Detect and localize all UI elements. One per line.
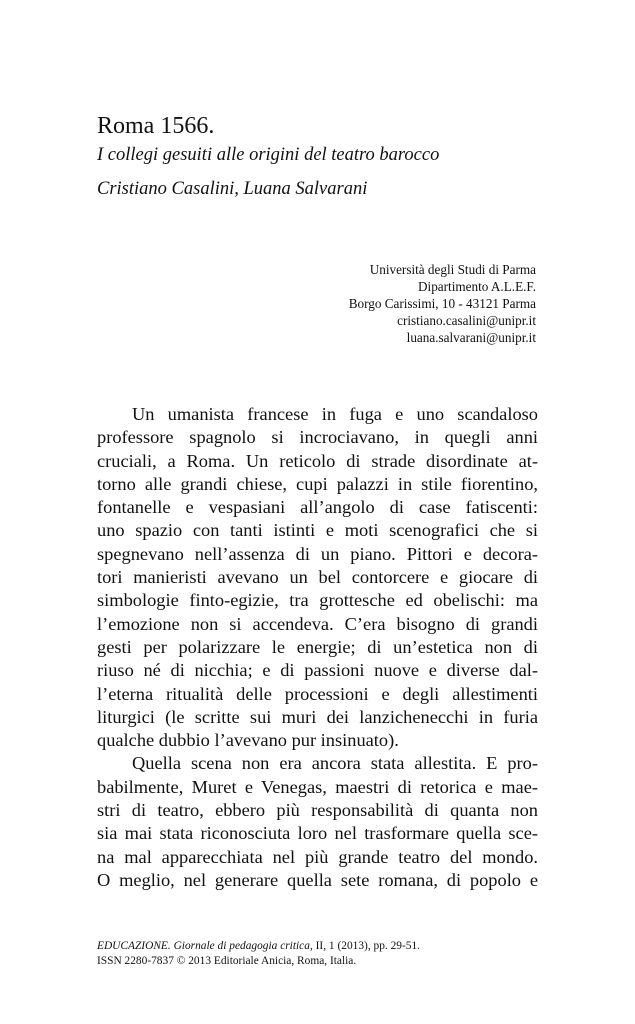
affiliation-email-1: cristiano.casalini@unipr.it xyxy=(397,313,536,328)
article-authors: Cristiano Casalini, Luana Salvarani xyxy=(97,179,368,199)
body-line: torno alle grandi chiese, cupi palazzi in stile fiorentino, xyxy=(97,473,538,494)
body-line: na mal apparecchiata nel più grande teatro del mondo. xyxy=(97,846,538,867)
body-line: sia mai stata riconosciuta loro nel trasformare quella sce- xyxy=(97,823,538,844)
article-title: Roma 1566. xyxy=(97,113,215,139)
body-line: professore spagnolo si incrociavano, in quegli anni xyxy=(97,427,538,448)
body-line: uno spazio con tanti istinti e moti scenografici che si xyxy=(97,520,538,541)
body-line: Quella scena non era ancora stata allestita. E pro- xyxy=(132,753,538,774)
body-line: simbologie finto-egizie, tra grottesche ed obelischi: ma xyxy=(97,590,538,611)
body-line: O meglio, nel generare quella sete romana, di popolo e xyxy=(97,869,538,890)
footer-issn: ISSN 2280-7837 © 2013 Editoriale Anicia, Roma, Italia. xyxy=(97,955,357,967)
footer-citation-details: , II, 1 (2013), pp. 29-51. xyxy=(309,940,421,952)
body-line: qualche dubbio l’avevano pur insinuato). xyxy=(97,730,399,751)
body-text xyxy=(97,403,538,892)
footer-journal: EDUCAZIONE. Giornale di pedagogia critica xyxy=(97,940,310,952)
body-line: riuso né di nicchia; e di passioni nuove e diverse dal- xyxy=(97,660,538,681)
body-line: spegnevano nell’assenza di un piano. Pittori e decora- xyxy=(97,543,538,564)
body-line: gesti per polarizzare le energie; di un’estetica non di xyxy=(97,636,538,657)
affiliation-address: Borgo Carissimi, 10 - 43121 Parma xyxy=(348,296,536,311)
body-line: cruciali, a Roma. Un reticolo di strade disordinate at- xyxy=(97,450,538,471)
body-line: fontanelle e vespasiani all’angolo di case fatiscenti: xyxy=(97,497,538,518)
page-footer xyxy=(97,939,420,969)
body-line: l’emozione non si accendeva. C’era bisogno di grandi xyxy=(97,613,538,634)
affiliation-university: Università degli Studi di Parma xyxy=(369,262,536,277)
body-line: liturgici (le scritte sui muri dei lanzichenecchi in furia xyxy=(97,706,538,727)
article-subtitle: I collegi gesuiti alle origini del teatro barocco xyxy=(97,145,440,165)
affiliation-block xyxy=(349,261,536,346)
footer-citation xyxy=(97,939,420,954)
affiliation-email-2: luana.salvarani@unipr.it xyxy=(406,330,536,345)
body-line: babilmente, Muret e Venegas, maestri di retorica e mae- xyxy=(97,776,538,797)
body-line: tori manieristi avevano un bel contorcere e giocare di xyxy=(97,567,538,588)
body-line: stri di teatro, ebbero più responsabilità di quanta non xyxy=(97,800,538,821)
body-line: l’eterna ritualità delle processioni e degli allestimenti xyxy=(97,683,538,704)
affiliation-department: Dipartimento A.L.E.F. xyxy=(418,279,536,294)
body-line: Un umanista francese in fuga e uno scandaloso xyxy=(132,404,538,424)
